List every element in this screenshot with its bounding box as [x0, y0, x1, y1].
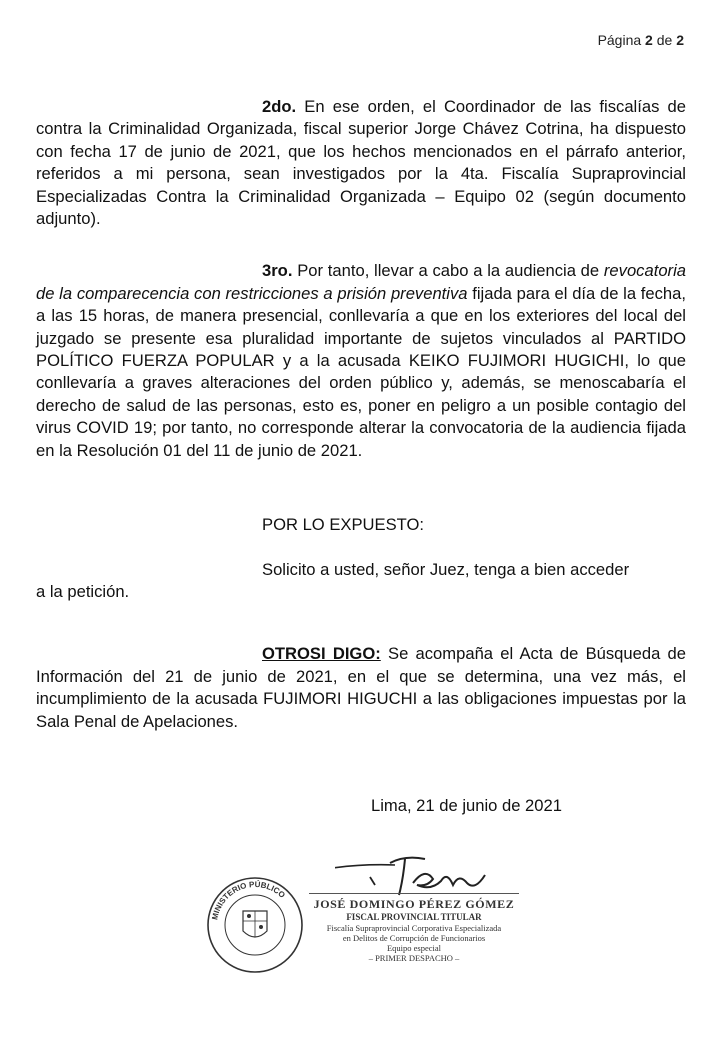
stamp-line-2: en Delitos de Corrupción de Funcionarios [342, 933, 486, 943]
document-body [36, 96, 686, 733]
signature-block [205, 845, 525, 1005]
place-date: Lima, 21 de junio de 2021 [371, 796, 562, 815]
paragraph-otrosi [36, 643, 686, 733]
por-lo-expuesto: POR LO EXPUESTO: [262, 515, 424, 535]
paragraph-2do-text: En ese orden, el Coordinador de las fiscalías de contra la Criminalidad Organizada, fiscal superior Jorge Chávez Cotrina, ha dispuesto con fecha 17 de junio de 2021, que los hechos mencionados en el párrafo anterior, referidos a mi persona, sean investigados por la 4ta. Fiscalía Supraprovincial Especializadas Contra la Criminalidad Organizada – Equipo 02 (según documento adjunto). [36, 97, 686, 229]
stamp-line-3: Equipo especial [386, 943, 442, 953]
paragraph-2do-lead: 2do. [262, 97, 297, 116]
stamp-line-4: – PRIMER DESPACHO – [368, 953, 460, 963]
paragraph-3ro-lead: 3ro. [262, 261, 293, 281]
stamp-seal [205, 875, 305, 975]
paragraph-3ro-text-a: Por tanto, llevar a cabo a la audiencia de [292, 261, 604, 281]
page-label: Página [597, 32, 642, 48]
stamp-text [309, 893, 519, 963]
paragraph-3ro [36, 260, 686, 462]
otrosi-lead: OTROSI DIGO: [262, 644, 381, 664]
stamp-ring-text: MINISTERIO PÚBLICO [210, 879, 287, 921]
stamp-title: FISCAL PROVINCIAL TITULAR [346, 912, 482, 922]
solicito-line-2: a la petición. [36, 581, 130, 601]
stamp-line-1: Fiscalía Supraprovincial Corporativa Especializada [326, 923, 502, 933]
page-total: 2 [676, 32, 684, 48]
paragraph-3ro-italic: revocatoria de la comparecencia con restricciones a prisión preventiva [36, 261, 686, 303]
page-current: 2 [645, 32, 653, 48]
stamp-name: JOSÉ DOMINGO PÉREZ GÓMEZ [309, 893, 519, 912]
paragraph-3ro-text-b: fijada para el día de la fecha, a las 15 horas, de manera presencial, conllevaría a que en los exteriores del local del juzgado se presente esa pluralidad importante de sujetos vinculados al PARTIDO POLÍTICO FUERZA POPULAR y a la acusada KEIKO FUJIMORI HUGICHI, lo que conllevaría a graves alteraciones del orden público y, además, se menoscabaría el derecho de salud de las personas, esto es, poner en peligro a un posible contagio del virus COVID 19; por tanto, no corresponde alterar la convocatoria de la audiencia fijada en la Resolución 01 del 11 de junio de 2021. [36, 283, 687, 460]
paragraph-2do [36, 96, 686, 230]
solicito-line-1: Solicito a usted, señor Juez, tenga a bien acceder [262, 559, 630, 579]
otrosi-text: Se acompaña el Acta de Búsqueda de Información del 21 de junio de 2021, en el que se determina, una vez más, el incumplimiento de la acusada FUJIMORI HIGUCHI a las obligaciones impuestas por la Sala Penal de Apelaciones. [36, 644, 687, 731]
page-number [598, 32, 684, 48]
page-of: de [656, 32, 673, 48]
